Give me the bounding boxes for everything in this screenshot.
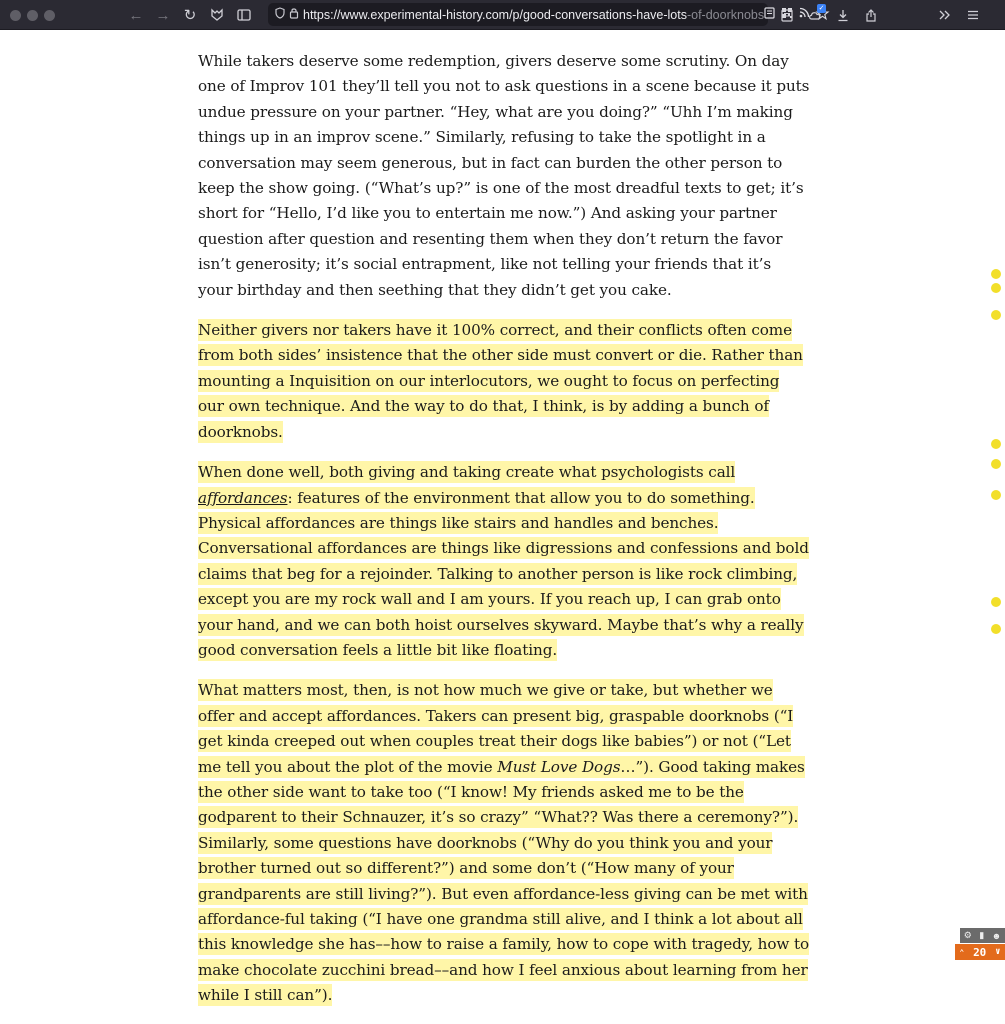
close-window-button[interactable] [10,10,21,21]
toolbar-right [776,4,984,26]
notes-icon [781,9,793,22]
overflow-menu-button[interactable] [934,4,956,26]
app-menu-button[interactable] [962,4,984,26]
notes-button[interactable] [776,4,798,26]
url-text[interactable] [303,8,764,22]
zoom-window-button[interactable] [44,10,55,21]
url-main: https://www.experimental-history.com/p/good-conversations-have-lots [303,7,687,22]
text-run: …”). Good taking makes the other side want to take too (“I know! My friends asked me to be the godparent to their Schnauzer, it’s so crazy” “What?? Was there a ceremony?”). Similarly, some questions have doorknobs (“Why do you think you and your brother turned out so different?”) and some don’t (“How many of your grandparents are still living?”). But even affordance-less giving can be met with affordance-ful taking (“I have one grandma still alive, and I think a lot about all this knowledge she has––how to raise a family, how to cope with tragedy, how to make chocolate zucchini bread––and how I feel anxious about learning from her while I still can”). [198,757,810,1005]
highlight-marker[interactable] [991,283,1001,293]
highlight-marker[interactable] [991,624,1001,634]
forward-button[interactable] [152,4,174,26]
url-fade: -of-doorknobs [686,7,765,22]
chevron-down-icon: ∨ [995,947,1001,957]
paragraph-text: While takers deserve some redemption, givers deserve some scrutiny. On day one of Improv 101 they’ll tell you not to ask questions in a scene because it puts undue pressure on your partner. “Hey, what are you doing?” “Uhh I’m making things up in an improv scene.” Similarly, refusing to take the spotlight in a conversation may seem generous, but in fact can burden the other person to keep the show going. (“What’s up?” is one of the most dreadful texts to get; it’s short for “Hello, I’d like you to entertain me now.”) And asking your partner question after question and resenting them when they don’t return the favor isn’t generosity; it’s social entrapment, like not telling your friends that it’s your birthday and then seething that they didn’t get you cake. [198,52,810,299]
toolbar-divider [0,29,1005,30]
text-run: When done well, both giving and taking create what psychologists call [198,463,736,482]
count-value: 20 [973,945,987,959]
paragraph-doorknobs [198,318,810,445]
article-body [198,49,810,1024]
tag-icon[interactable]: ▮ [979,930,985,940]
highlight-marker[interactable] [991,597,1001,607]
paragraph-offer-accept [198,678,810,1008]
highlight-marker[interactable] [991,310,1001,320]
highlighted-text[interactable] [198,461,809,661]
highlight-marker[interactable] [991,269,1001,279]
share-button[interactable] [860,4,882,26]
address-bar[interactable] [268,3,768,26]
count-badge[interactable] [955,944,1005,960]
downloads-button[interactable] [832,4,854,26]
highlighted-text[interactable]: Neither givers nor takers have it 100% correct, and their conflicts often come from both sides’ insistence that the other side must convert or die. Rather than mounting a Inquisition on our interlocutors, we ought to focus on perfecting our own technique. And the way to do that, I think, is by adding a bunch of doorknobs. [198,321,803,441]
reader-view-icon[interactable] [764,7,775,23]
highlight-marker[interactable] [991,459,1001,469]
window-controls [10,10,55,21]
text-run: What matters most, then, is not how much we give or take, but whether we offer and accept affordances. Takers can present big, graspable doorknobs (“I get kinda creeped out when couples treat their dogs like babies”) or not (“Let me tell you about the plot of the movie [198,681,794,776]
movie-title: Must Love Dogs [497,757,621,776]
share-icon [865,9,877,22]
extension-mini-toolbar [960,928,1005,943]
affordances-link[interactable]: affordances [198,488,288,507]
extension-button[interactable] [804,4,826,26]
minimize-window-button[interactable] [27,10,38,21]
reload-button[interactable] [179,4,201,26]
extension-badge-icon: ✓ [818,5,825,12]
lock-icon[interactable] [289,7,299,22]
shield-icon[interactable] [275,7,285,22]
double-chevron-icon [939,10,951,20]
chevron-up-icon: ⌃ [959,947,965,957]
paragraph-affordances [198,460,810,663]
highlight-marker[interactable] [991,439,1001,449]
reload-icon: ↻ [183,7,197,24]
highlight-marker[interactable] [991,490,1001,500]
text-run: : features of the environment that allow you to do something. Physical affordances are things like stairs and handles and benches. Conversational affordances are things like digressions and confessions and bold claims that beg for a rejoinder. Talking to another person is like rock climbing, except you are my rock wall and I am yours. If you reach up, I can grab onto your hand, and we can both hoist ourselves skyward. Maybe that’s why a really good conversation feels a little bit like floating. [198,488,809,659]
browser-toolbar [0,0,1005,30]
sidebar-icon [237,9,251,21]
back-arrow-icon: ← [128,6,144,24]
reddit-icon[interactable]: ☻ [991,930,1002,941]
highlighted-text[interactable] [198,679,809,1006]
paragraph-givers-takers [198,49,810,303]
download-icon [837,9,849,22]
settings-icon[interactable]: ⚙ [963,930,972,940]
hamburger-menu-icon [967,10,979,20]
back-button[interactable] [125,4,147,26]
sidebar-toggle-button[interactable] [233,4,255,26]
firefox-view-icon [210,8,224,22]
firefox-view-button[interactable] [206,4,228,26]
forward-arrow-icon: → [155,6,171,24]
